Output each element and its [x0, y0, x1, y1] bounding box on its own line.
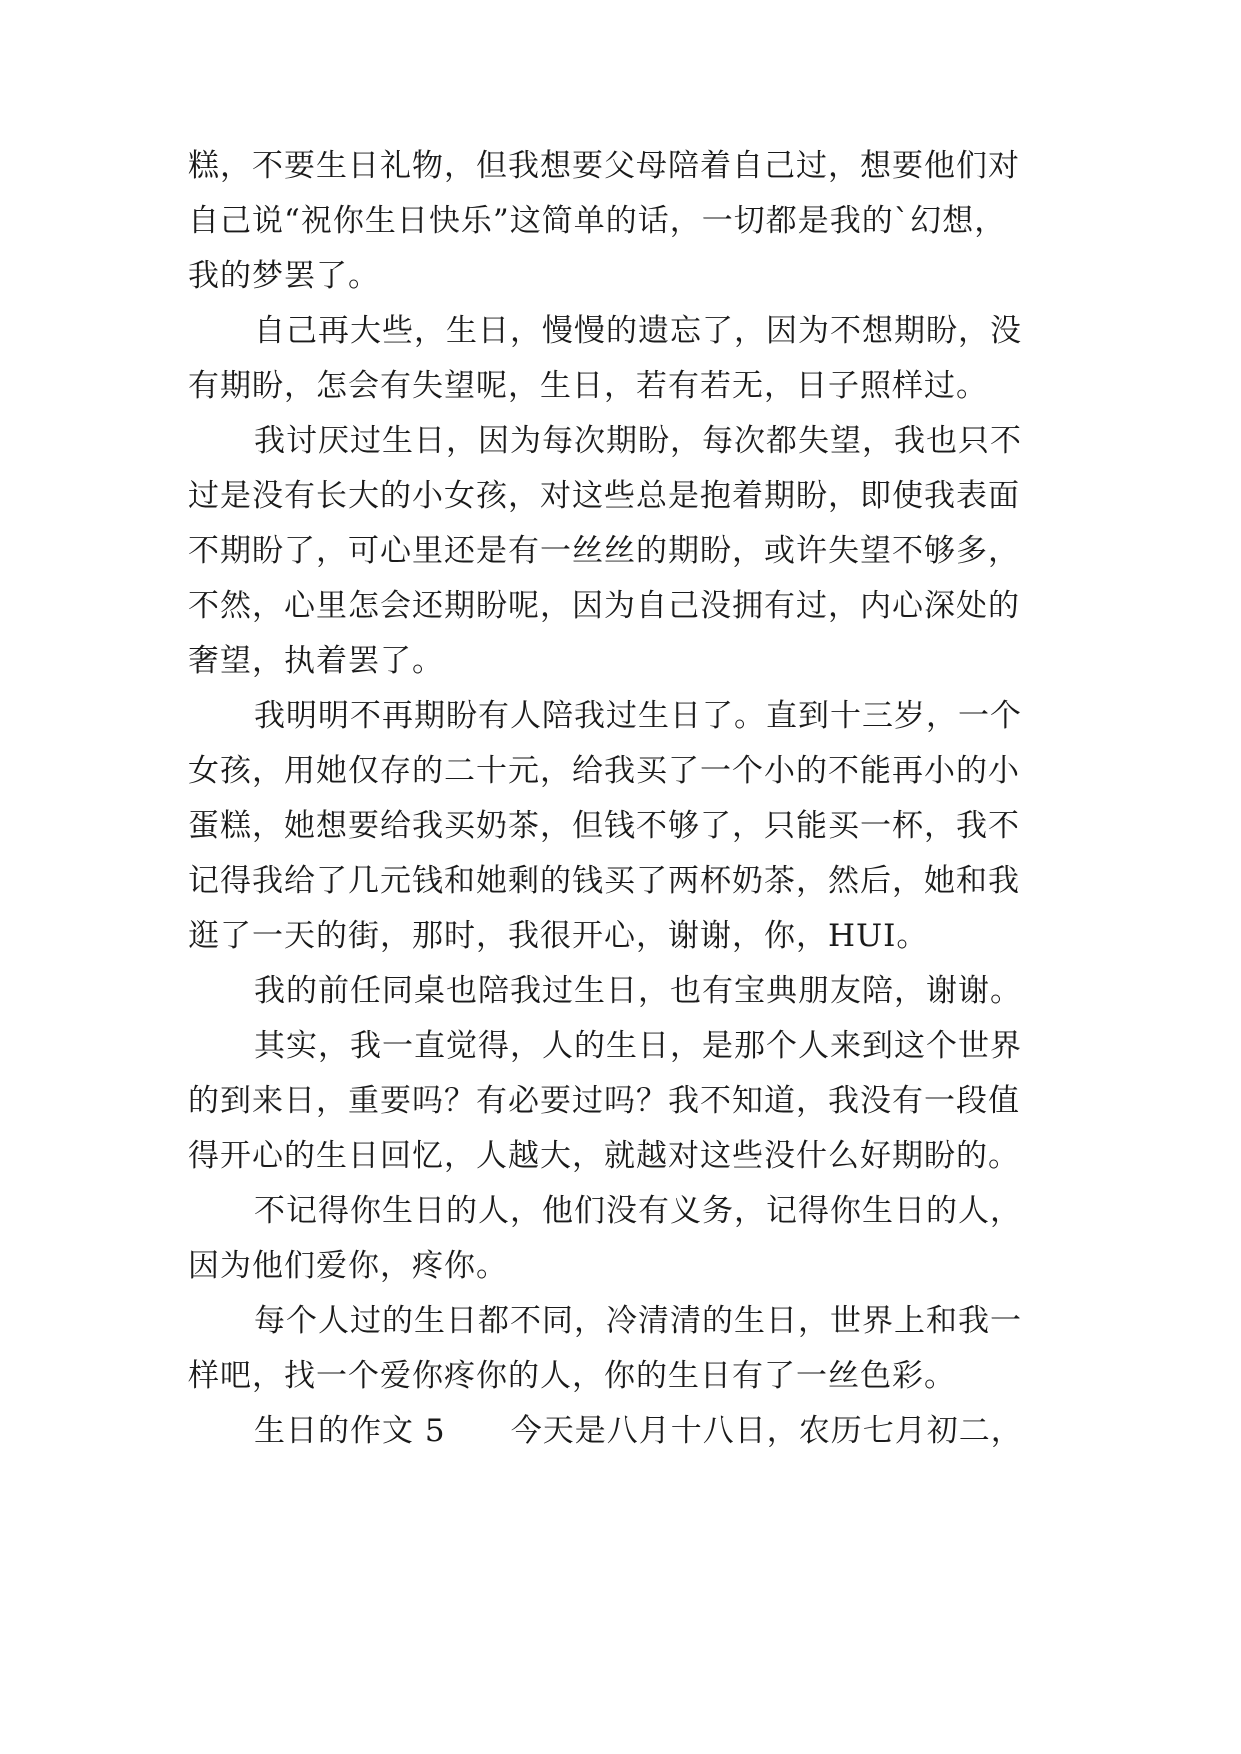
text-line: 我的梦罢了。: [188, 258, 380, 294]
text-line: 记得我给了几元钱和她剩的钱买了两杯奶茶，然后，她和我: [188, 863, 1020, 899]
text-line: 自己说“祝你生日快乐”这简单的话，一切都是我的`幻想，: [188, 203, 1007, 239]
text-line: 女孩，用她仅存的二十元，给我买了一个小的不能再小的小: [188, 753, 1020, 789]
text-line: 的到来日，重要吗？有必要过吗？我不知道，我没有一段值: [188, 1083, 1020, 1119]
paragraph-first-line: 我的前任同桌也陪我过生日，也有宝典朋友陪，谢谢。: [254, 973, 1022, 1009]
text-line: 有期盼，怎会有失望呢，生日，若有若无，日子照样过。: [188, 368, 988, 404]
text-line: 蛋糕，她想要给我买奶茶，但钱不够了，只能买一杯，我不: [188, 808, 1020, 844]
paragraph-first-line: 我明明不再期盼有人陪我过生日了。直到十三岁，一个: [254, 698, 1022, 734]
text-line: 过是没有长大的小女孩，对这些总是抱着期盼，即使我表面: [188, 478, 1020, 514]
text-line: 奢望，执着罢了。: [188, 643, 444, 679]
text-line: 得开心的生日回忆，人越大，就越对这些没什么好期盼的。: [188, 1138, 1020, 1174]
text-line: 糕，不要生日礼物，但我想要父母陪着自己过，想要他们对: [188, 148, 1020, 184]
paragraph-first-line: 其实，我一直觉得，人的生日，是那个人来到这个世界: [254, 1028, 1022, 1064]
text-line: 因为他们爱你，疼你。: [188, 1248, 508, 1284]
paragraph-first-line: 我讨厌过生日，因为每次期盼，每次都失望，我也只不: [254, 423, 1022, 459]
text-line: 样吧，找一个爱你疼你的人，你的生日有了一丝色彩。: [188, 1358, 956, 1394]
paragraph-first-line: 不记得你生日的人，他们没有义务，记得你生日的人，: [254, 1193, 1022, 1229]
text-line: 逛了一天的街，那时，我很开心，谢谢，你，HUI。: [188, 918, 929, 954]
paragraph-first-line: 生日的作文 5 今天是八月十八日，农历七月初二，: [254, 1413, 1023, 1449]
text-line: 不期盼了，可心里还是有一丝丝的期盼，或许失望不够多，: [188, 533, 1020, 569]
text-line: 不然，心里怎会还期盼呢，因为自己没拥有过，内心深处的: [188, 588, 1020, 624]
paragraph-first-line: 每个人过的生日都不同，冷清清的生日，世界上和我一: [254, 1303, 1022, 1339]
paragraph-first-line: 自己再大些，生日，慢慢的遗忘了，因为不想期盼，没: [254, 313, 1022, 349]
